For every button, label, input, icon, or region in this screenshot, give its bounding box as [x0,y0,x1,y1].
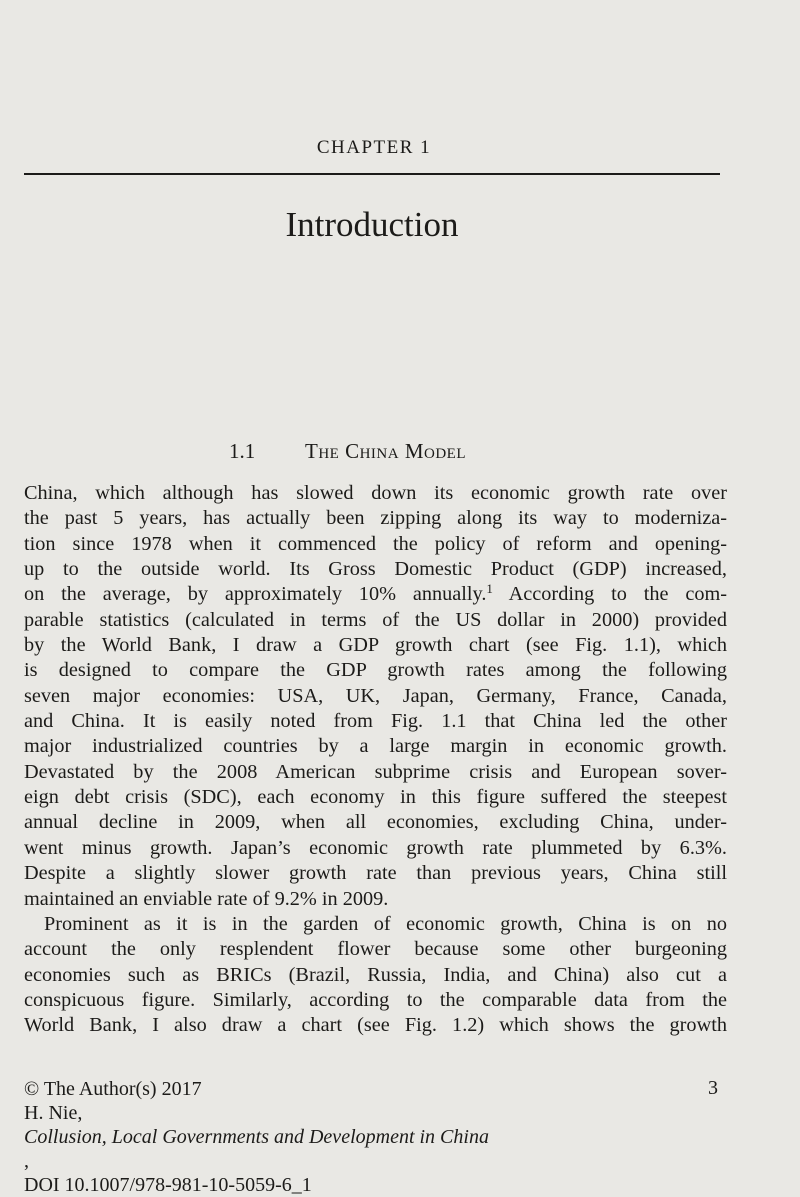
text-line: Devastated by the 2008 American subprime crisis and European sover- [24,760,727,783]
text-line: the past 5 years, has actually been zipping along its way to moderniza- [24,507,727,530]
copyright-line: © The Author(s) 2017 [24,1078,202,1100]
section-title: The China Model [305,439,466,463]
text-line: and China. It is easily noted from Fig. 1.1 that China led the other [24,710,727,733]
text-line: major industrialized countries by a large margin in economic growth. [24,735,727,758]
paragraph-2 [24,912,727,1039]
doi-line: DOI 10.1007/978-981-10-5059-6_1 [24,1174,312,1196]
text-line: World Bank, I also draw a chart (see Fig. 1.2) which shows the growth [24,1014,727,1037]
text-line: eign debt crisis (SDC), each economy in this figure suffered the steepest [24,786,727,809]
text-line: China, which although has slowed down its economic growth rate over [24,482,727,504]
text-line: conspicuous figure. Similarly, according to the comparable data from the [24,988,727,1011]
text-line: tion since 1978 when it commenced the policy of reform and opening- [24,532,727,555]
text-line: by the World Bank, I draw a GDP growth chart (see Fig. 1.1), which [24,634,727,657]
chapter-label: CHAPTER 1 [316,137,432,158]
text-line [24,582,727,607]
text-line: account the only resplendent flower because some other burgeoning [24,938,727,961]
text-line: annual decline in 2009, when all economies, excluding China, under- [24,811,727,834]
text-line: parable statistics (calculated in terms of the US dollar in 2000) provided [24,608,727,631]
text-line: Despite a slightly slower growth rate than previous years, China still [24,862,727,885]
page-footer [24,1077,489,1197]
text-line: is designed to compare the GDP growth rates among the following [24,659,727,682]
citation-author: H. Nie, [24,1102,83,1124]
body-text [24,481,727,1039]
text-segment: According to the com- [492,583,727,606]
book-title: Collusion, Local Governments and Development in China [24,1126,489,1148]
section-heading [229,439,466,464]
text-line: up to the outside world. Its Gross Domestic Product (GDP) increased, [24,558,727,581]
text-line: maintained an enviable rate of 9.2% in 2009. [24,887,389,910]
text-line: economies such as BRICs (Brazil, Russia, India, and China) also cut a [24,963,727,986]
citation-suffix: , [24,1150,29,1172]
text-line: went minus growth. Japan’s economic growth rate plummeted by 6.3%. [24,836,727,859]
footnote-marker: 1 [486,581,493,597]
chapter-rule [24,173,720,175]
paragraph-1 [24,481,727,912]
text-line: Prominent as it is in the garden of economic growth, China is on no [44,912,727,935]
page-number: 3 [708,1077,718,1099]
citation-line [24,1101,489,1173]
section-number: 1.1 [229,439,256,463]
text-segment: on the average, by approximately 10% annually. [24,583,487,606]
chapter-title: Introduction [285,205,459,244]
text-line: seven major economies: USA, UK, Japan, Germany, France, Canada, [24,684,727,707]
